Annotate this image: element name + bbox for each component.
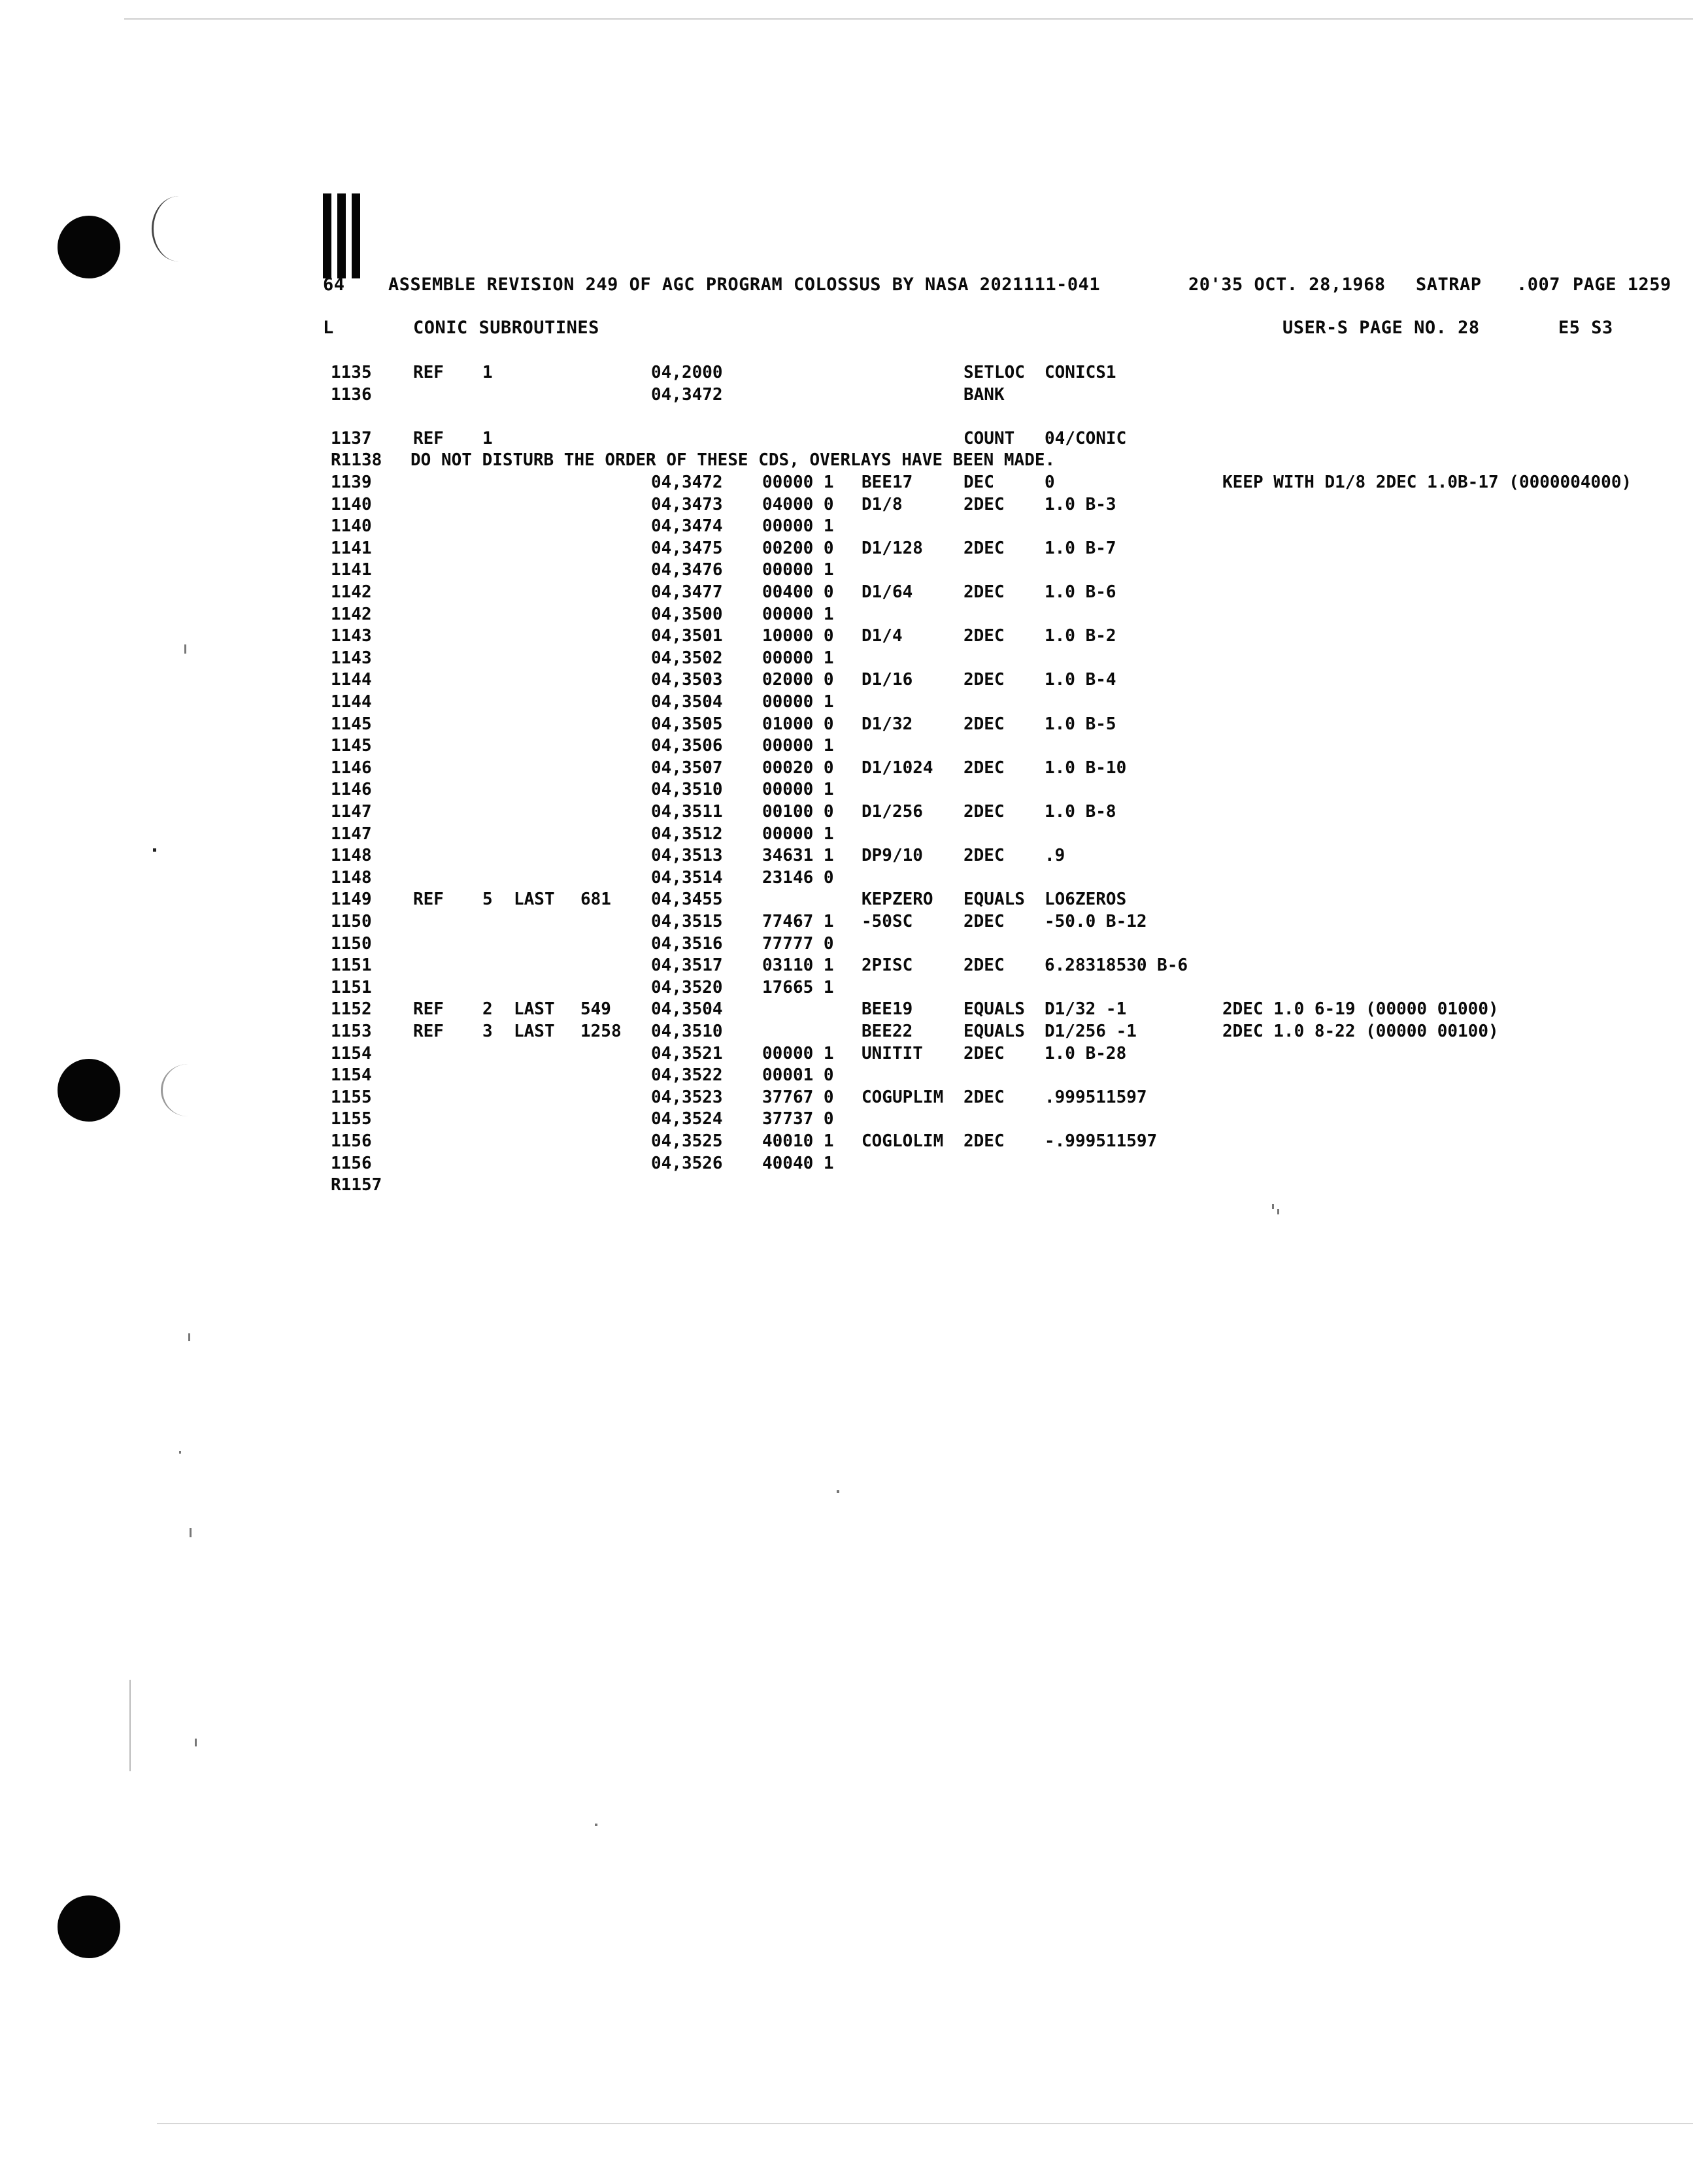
scan-speck xyxy=(190,1528,192,1537)
line-number: 1140 xyxy=(331,516,372,537)
symbol-label: D1/8 xyxy=(862,494,903,514)
octal-word: 00400 0 xyxy=(762,582,834,602)
line-number: 1147 xyxy=(331,802,372,822)
symbol-label: COGUPLIM xyxy=(862,1087,944,1107)
opcode: 2DEC xyxy=(963,626,1005,646)
scan-speck xyxy=(1272,1204,1274,1209)
listing-line xyxy=(0,385,1708,406)
operand: 1.0 B-4 xyxy=(1045,670,1116,690)
address: 04,3514 xyxy=(651,867,723,888)
octal-word: 40010 1 xyxy=(762,1131,834,1151)
address: 04,3525 xyxy=(651,1131,723,1151)
line-number: 1136 xyxy=(331,384,372,405)
scan-border-top xyxy=(124,18,1693,20)
address: 04,3503 xyxy=(651,670,723,690)
listing-line xyxy=(0,1022,1708,1042)
section-title: CONIC SUBROUTINES xyxy=(413,318,599,338)
opcode: 2DEC xyxy=(963,538,1005,558)
line-number: 1148 xyxy=(331,867,372,888)
remark: KEEP WITH D1/8 2DEC 1.0B-17 (0000004000) xyxy=(1222,473,1632,492)
line-number: 1146 xyxy=(331,780,372,800)
octal-word: 37737 0 xyxy=(762,1109,834,1129)
octal-word: 00000 1 xyxy=(762,824,834,844)
address: 04,3526 xyxy=(651,1153,723,1173)
line-number: 1156 xyxy=(331,1153,372,1173)
line-number: 1144 xyxy=(331,692,372,712)
listing-line xyxy=(0,758,1708,779)
opcode: 2DEC xyxy=(963,670,1005,690)
symbol-label: D1/256 xyxy=(862,802,923,822)
scan-speck xyxy=(129,1680,131,1771)
ref-marker: REF xyxy=(413,890,444,910)
line-number: 1155 xyxy=(331,1087,372,1107)
address: 04,3513 xyxy=(651,846,723,866)
header-left-mark: 64 xyxy=(323,275,345,295)
listing-line xyxy=(0,560,1708,581)
opcode: EQUALS xyxy=(963,1022,1025,1041)
listing-code: .007 xyxy=(1516,275,1561,295)
opcode: BANK xyxy=(963,384,1005,405)
listing-line xyxy=(0,495,1708,516)
line-number: 1155 xyxy=(331,1109,372,1129)
remark: 2DEC 1.0 8-22 (00000 00100) xyxy=(1222,1022,1499,1041)
ref-marker: REF xyxy=(413,428,444,448)
listing-line xyxy=(0,1044,1708,1065)
listing-line xyxy=(0,890,1708,910)
address: 04,3520 xyxy=(651,977,723,997)
line-number: 1156 xyxy=(331,1131,372,1151)
operand: 6.28318530 B-6 xyxy=(1045,956,1188,976)
symbol-label: D1/4 xyxy=(862,626,903,646)
last-line-number: 1258 xyxy=(580,1022,622,1041)
octal-word: 34631 1 xyxy=(762,846,834,866)
listing-line xyxy=(0,605,1708,625)
listing-line xyxy=(0,934,1708,955)
octal-word: 00000 1 xyxy=(762,473,834,492)
listing-line xyxy=(0,846,1708,867)
address: 04,3516 xyxy=(651,933,723,954)
address: 04,3507 xyxy=(651,758,723,778)
octal-word: 00000 1 xyxy=(762,516,834,537)
scan-border-bottom xyxy=(157,2123,1693,2124)
listing-line xyxy=(0,582,1708,603)
listing-line xyxy=(0,780,1708,801)
line-number: R1157 xyxy=(331,1175,382,1195)
line-number: 1150 xyxy=(331,912,372,931)
operand: 1.0 B-2 xyxy=(1045,626,1116,646)
line-number: 1146 xyxy=(331,758,372,778)
listing-title: ASSEMBLE REVISION 249 OF AGC PROGRAM COLOSSUS BY NASA 2021111-041 xyxy=(388,275,1101,295)
ref-count: 5 xyxy=(482,890,493,910)
scan-speck xyxy=(595,1824,597,1826)
ref-count: 3 xyxy=(482,1022,493,1041)
octal-word: 00020 0 xyxy=(762,758,834,778)
octal-word: 00000 1 xyxy=(762,648,834,668)
address: 04,3512 xyxy=(651,824,723,844)
symbol-label: D1/128 xyxy=(862,538,923,558)
operand: D1/32 -1 xyxy=(1045,999,1127,1020)
operand: 1.0 B-7 xyxy=(1045,538,1116,558)
listing-line xyxy=(0,539,1708,559)
octal-word: 40040 1 xyxy=(762,1153,834,1173)
page-number: PAGE 1259 xyxy=(1573,275,1671,295)
symbol-label: D1/64 xyxy=(862,582,913,602)
octal-word: 00001 0 xyxy=(762,1065,834,1086)
section-marker: L xyxy=(323,318,334,338)
octal-word: 03110 1 xyxy=(762,956,834,976)
line-number: 1141 xyxy=(331,560,372,580)
line-number: R1138 xyxy=(331,450,382,471)
address: 04,3521 xyxy=(651,1043,723,1063)
last-line-number: 549 xyxy=(580,999,611,1020)
line-number: 1145 xyxy=(331,714,372,734)
line-number: 1148 xyxy=(331,846,372,866)
scan-speck xyxy=(1277,1209,1279,1214)
line-number: 1151 xyxy=(331,977,372,997)
line-number: 1140 xyxy=(331,494,372,514)
symbol-label: DP9/10 xyxy=(862,846,923,866)
operand: 1.0 B-28 xyxy=(1045,1043,1127,1063)
line-number: 1142 xyxy=(331,582,372,602)
ref-count: 2 xyxy=(482,999,493,1020)
address: 04,3476 xyxy=(651,560,723,580)
address: 04,3524 xyxy=(651,1109,723,1129)
opcode: 2DEC xyxy=(963,1043,1005,1063)
listing-line xyxy=(0,1131,1708,1152)
listing-line xyxy=(0,978,1708,999)
octal-word: 00000 1 xyxy=(762,560,834,580)
opcode: 2DEC xyxy=(963,1131,1005,1151)
symbol-label: D1/32 xyxy=(862,714,913,734)
octal-word: 00000 1 xyxy=(762,1043,834,1063)
symbol-label: KEPZERO xyxy=(862,890,933,910)
address: 04,3477 xyxy=(651,582,723,602)
listing-line xyxy=(0,473,1708,493)
line-number: 1154 xyxy=(331,1043,372,1063)
opcode: 2DEC xyxy=(963,582,1005,602)
operand: .999511597 xyxy=(1045,1087,1147,1107)
operand: -50.0 B-12 xyxy=(1045,912,1147,931)
listing-line xyxy=(0,802,1708,823)
line-number: 1151 xyxy=(331,956,372,976)
address: 04,3474 xyxy=(651,516,723,537)
comment-text: DO NOT DISTURB THE ORDER OF THESE CDS, OVERLAYS HAVE BEEN MADE. xyxy=(410,450,1056,471)
address: 04,3504 xyxy=(651,999,723,1020)
scan-speck xyxy=(837,1490,839,1493)
line-number: 1150 xyxy=(331,933,372,954)
operand: 1.0 B-6 xyxy=(1045,582,1116,602)
octal-word: 01000 0 xyxy=(762,714,834,734)
symbol-label: -50SC xyxy=(862,912,913,931)
last-marker: LAST xyxy=(514,890,555,910)
opcode: 2DEC xyxy=(963,912,1005,931)
listing-line xyxy=(0,1065,1708,1086)
last-marker: LAST xyxy=(514,1022,555,1041)
listing-line xyxy=(0,516,1708,537)
operand: CONICS1 xyxy=(1045,363,1116,382)
listing-line xyxy=(0,1109,1708,1130)
scan-speck xyxy=(179,1451,181,1454)
line-number: 1139 xyxy=(331,473,372,492)
remark: 2DEC 1.0 6-19 (00000 01000) xyxy=(1222,999,1499,1020)
line-number: 1142 xyxy=(331,604,372,624)
opcode: 2DEC xyxy=(963,1087,1005,1107)
octal-word: 00000 1 xyxy=(762,736,834,756)
ref-marker: REF xyxy=(413,1022,444,1041)
operand: -.999511597 xyxy=(1045,1131,1158,1151)
listing-line xyxy=(0,714,1708,735)
operand: 04/CONIC xyxy=(1045,428,1127,448)
operand: .9 xyxy=(1045,846,1065,866)
sheet-code: E5 S3 xyxy=(1558,318,1613,338)
address: 04,3517 xyxy=(651,956,723,976)
address: 04,3523 xyxy=(651,1087,723,1107)
address: 04,3510 xyxy=(651,1022,723,1041)
listing-timestamp: 20'35 OCT. 28,1968 xyxy=(1188,275,1386,295)
octal-word: 37767 0 xyxy=(762,1087,834,1107)
symbol-label: 2PISC xyxy=(862,956,913,976)
octal-word: 02000 0 xyxy=(762,670,834,690)
opcode: 2DEC xyxy=(963,956,1005,976)
last-line-number: 681 xyxy=(580,890,611,910)
octal-word: 77467 1 xyxy=(762,912,834,931)
line-number: 1141 xyxy=(331,538,372,558)
listing-line xyxy=(0,648,1708,669)
address: 04,2000 xyxy=(651,363,723,382)
line-number: 1154 xyxy=(331,1065,372,1086)
line-number: 1137 xyxy=(331,428,372,448)
ref-marker: REF xyxy=(413,999,444,1020)
octal-word: 00000 1 xyxy=(762,780,834,800)
line-number: 1153 xyxy=(331,1022,372,1041)
scan-speck xyxy=(188,1333,190,1341)
symbol-label: COGLOLIM xyxy=(862,1131,944,1151)
opcode: 2DEC xyxy=(963,802,1005,822)
scan-speck xyxy=(195,1739,197,1746)
line-number: 1149 xyxy=(331,890,372,910)
operand: 1.0 B-10 xyxy=(1045,758,1127,778)
listing-user: SATRAP xyxy=(1416,275,1482,295)
opcode: 2DEC xyxy=(963,846,1005,866)
listing-line xyxy=(0,1175,1708,1196)
opcode: SETLOC xyxy=(963,363,1025,382)
listing-line xyxy=(0,363,1708,384)
octal-word: 00000 1 xyxy=(762,604,834,624)
symbol-label: BEE19 xyxy=(862,999,913,1020)
octal-word: 00200 0 xyxy=(762,538,834,558)
opcode: EQUALS xyxy=(963,999,1025,1020)
operand: 1.0 B-3 xyxy=(1045,494,1116,514)
address: 04,3473 xyxy=(651,494,723,514)
octal-word: 04000 0 xyxy=(762,494,834,514)
line-number: 1152 xyxy=(331,999,372,1020)
line-number: 1143 xyxy=(331,648,372,668)
listing-line xyxy=(0,956,1708,976)
listing-line xyxy=(0,450,1708,471)
listing-line xyxy=(0,824,1708,845)
symbol-label: BEE17 xyxy=(862,473,913,492)
operand: D1/256 -1 xyxy=(1045,1022,1137,1041)
user-page-number: USER-S PAGE NO. 28 xyxy=(1282,318,1480,338)
address: 04,3472 xyxy=(651,473,723,492)
scan-speck xyxy=(153,848,156,852)
scan-speck xyxy=(184,644,186,654)
operand: 1.0 B-5 xyxy=(1045,714,1116,734)
line-number: 1143 xyxy=(331,626,372,646)
listing-line xyxy=(0,670,1708,691)
listing-line xyxy=(0,736,1708,757)
address: 04,3501 xyxy=(651,626,723,646)
address: 04,3504 xyxy=(651,692,723,712)
octal-word: 00000 1 xyxy=(762,692,834,712)
listing-line xyxy=(0,626,1708,647)
octal-word: 00100 0 xyxy=(762,802,834,822)
listing-line xyxy=(0,407,1708,427)
line-number: 1147 xyxy=(331,824,372,844)
opcode: 2DEC xyxy=(963,494,1005,514)
address: 04,3510 xyxy=(651,780,723,800)
opcode: COUNT xyxy=(963,428,1015,448)
address: 04,3506 xyxy=(651,736,723,756)
ref-count: 1 xyxy=(482,428,493,448)
last-marker: LAST xyxy=(514,999,555,1020)
listing-line xyxy=(0,1088,1708,1109)
address: 04,3522 xyxy=(651,1065,723,1086)
address: 04,3515 xyxy=(651,912,723,931)
octal-word: 77777 0 xyxy=(762,933,834,954)
opcode: EQUALS xyxy=(963,890,1025,910)
opcode: 2DEC xyxy=(963,714,1005,734)
line-number: 1135 xyxy=(331,363,372,382)
listing-line xyxy=(0,999,1708,1020)
symbol-label: D1/16 xyxy=(862,670,913,690)
symbol-label: UNITIT xyxy=(862,1043,923,1063)
octal-word: 17665 1 xyxy=(762,977,834,997)
line-number: 1144 xyxy=(331,670,372,690)
address: 04,3502 xyxy=(651,648,723,668)
symbol-label: BEE22 xyxy=(862,1022,913,1041)
ref-count: 1 xyxy=(482,363,493,382)
octal-word: 23146 0 xyxy=(762,867,834,888)
address: 04,3455 xyxy=(651,890,723,910)
opcode: 2DEC xyxy=(963,758,1005,778)
operand: LO6ZEROS xyxy=(1045,890,1127,910)
listing-line xyxy=(0,1154,1708,1175)
address: 04,3472 xyxy=(651,384,723,405)
operand: 0 xyxy=(1045,473,1055,492)
octal-word: 10000 0 xyxy=(762,626,834,646)
address: 04,3505 xyxy=(651,714,723,734)
address: 04,3500 xyxy=(651,604,723,624)
listing-line xyxy=(0,912,1708,933)
listing-line xyxy=(0,429,1708,450)
listing-line xyxy=(0,692,1708,713)
listing-line xyxy=(0,868,1708,889)
ref-marker: REF xyxy=(413,363,444,382)
address: 04,3511 xyxy=(651,802,723,822)
opcode: DEC xyxy=(963,473,994,492)
address: 04,3475 xyxy=(651,538,723,558)
operand: 1.0 B-8 xyxy=(1045,802,1116,822)
line-number: 1145 xyxy=(331,736,372,756)
symbol-label: D1/1024 xyxy=(862,758,933,778)
